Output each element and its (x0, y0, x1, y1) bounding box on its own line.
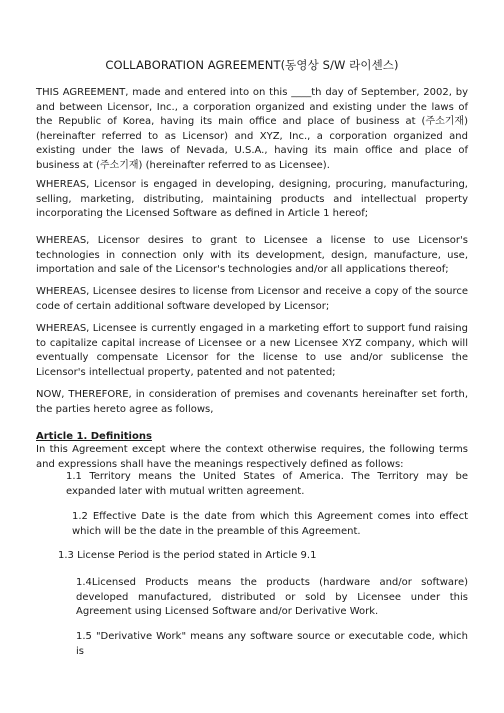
whereas-paragraph-4: WHEREAS, Licensee is currently engaged in a marketing effort to support fund raising to capitalize capital increase of Licensee or a new Licensee XYZ company, which will eventually compensate Licensor for the license to use and/or sublicense the Licensor's intellectual property, patented and not patented; (36, 323, 468, 378)
now-therefore-paragraph: NOW, THEREFORE, in consideration of premises and covenants hereinafter set forth, the parties hereto agree as follows, (36, 389, 468, 415)
definition-1-3: 1.3 License Period is the period stated in Article 9.1 (58, 550, 317, 561)
whereas-paragraph-2: WHEREAS, Licensor desires to grant to Licensee a license to use Licensor's technologies in connection only with its development, design, manufacture, use, importation and sale of the Licensor's technologies and/or all applications thereof; (36, 235, 468, 275)
document-title: COLLABORATION AGREEMENT(동영상 S/W 라이센스) (105, 58, 399, 72)
article-1-heading: Article 1. Definitions (36, 431, 152, 442)
preamble-paragraph: THIS AGREEMENT, made and entered into on this ____th day of September, 2002, by and between Licensor, Inc., a corporation organized and existing under the laws of the Republic of Korea, having its main office and place of business at (주소기재) (hereinafter referred to as Licensor) and XYZ, Inc., a corporation organized and existing under the laws of Nevada, U.S.A., having its main office and place of business at (주소기재) (hereinafter referred to as Licensee). (36, 87, 468, 171)
definition-1-5: 1.5 "Derivative Work" means any software source or executable code, which is (76, 631, 468, 657)
definition-1-2: 1.2 Effective Date is the date from which this Agreement comes into effect which will be the date in the preamble of this Agreement. (72, 511, 468, 537)
article-1-intro: In this Agreement except where the context otherwise requires, the following terms and expressions shall have the meanings respectively defined as follows: (36, 444, 468, 470)
whereas-paragraph-3: WHEREAS, Licensee desires to license from Licensor and receive a copy of the source code of certain additional software developed by Licensor; (36, 286, 468, 312)
definition-1-1: 1.1 Territory means the United States of America. The Territory may be expanded later with mutual written agreement. (66, 471, 468, 497)
whereas-paragraph-1: WHEREAS, Licensor is engaged in developing, designing, procuring, manufacturing, selling, marketing, distributing, maintaining products and intellectual property incorporating the Licensed Software as defined in Article 1 hereof; (36, 179, 468, 219)
definition-1-4: 1.4Licensed Products means the products (hardware and/or software) developed manufactured, distributed or sold by Licensee under this Agreement using Licensed Software and/or Derivative Work. (76, 577, 468, 617)
